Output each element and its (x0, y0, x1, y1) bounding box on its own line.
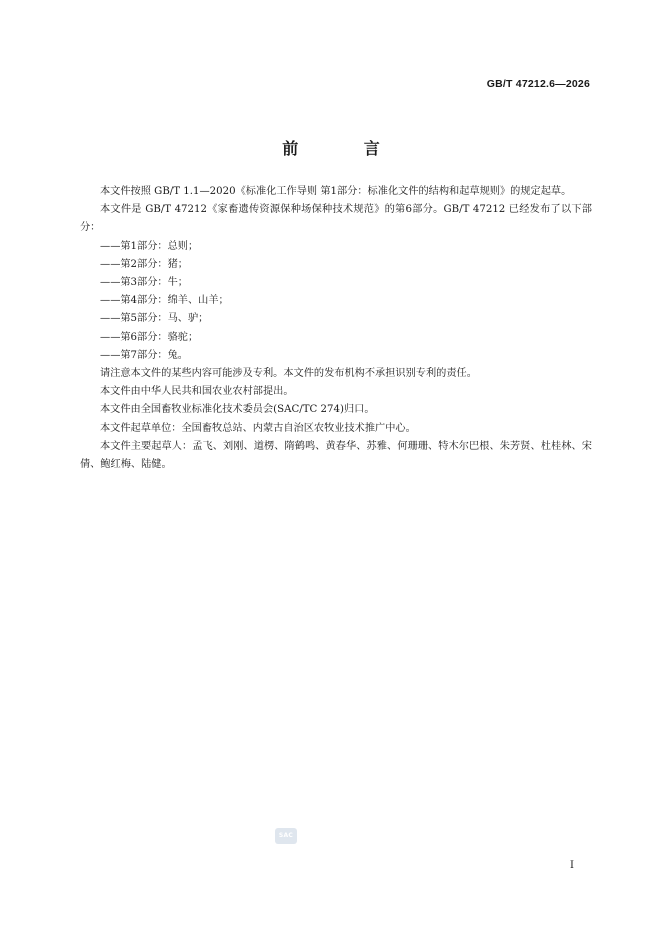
paragraph: 本文件起草单位：全国畜牧总站、内蒙古自治区农牧业技术推广中心。 (100, 422, 416, 434)
standard-code: GB/T 47212.6—2026 (486, 78, 590, 90)
paragraph: 本文件由中华人民共和国农业农村部提出。 (100, 386, 294, 398)
page-title: 前 言 (282, 139, 410, 158)
list-item: ——第1部分：总则； (100, 240, 199, 252)
paragraph: 本文件主要起草人：孟飞、刘刚、道楞、隋鹤鸣、黄春华、苏雅、何珊珊、特木尔巴根、朱芳贤、杜桂林、宋倩、鲍红梅、陆健。 (80, 440, 592, 471)
paragraph: 本文件由全国畜牧业标准化技术委员会(SAC/TC 274)归口。 (100, 404, 375, 416)
list-item: ——第3部分：牛； (100, 277, 188, 289)
list-item: ——第2部分：猪； (100, 258, 188, 270)
list-item: ——第5部分：马、驴； (100, 313, 209, 325)
paragraph: 请注意本文件的某些内容可能涉及专利。本文件的发布机构不承担识别专利的责任。 (100, 368, 477, 380)
list-item: ——第6部分：骆驼； (100, 331, 199, 343)
paragraph: 本文件按照 GB/T 1.1—2020《标准化工作导则 第1部分：标准化文件的结构和起草规则》的规定起草。 (100, 186, 572, 197)
sac-watermark-logo: SAC (275, 828, 297, 844)
document-body (80, 183, 592, 474)
list-item: ——第7部分：兔。 (100, 349, 188, 361)
list-item: ——第4部分：绵羊、山羊； (100, 295, 229, 307)
page-number: I (570, 860, 574, 871)
paragraph: 本文件是 GB/T 47212《家畜遗传资源保种场保种技术规范》的第6部分。GB/T 47212 已经发布了以下部分： (80, 204, 592, 234)
